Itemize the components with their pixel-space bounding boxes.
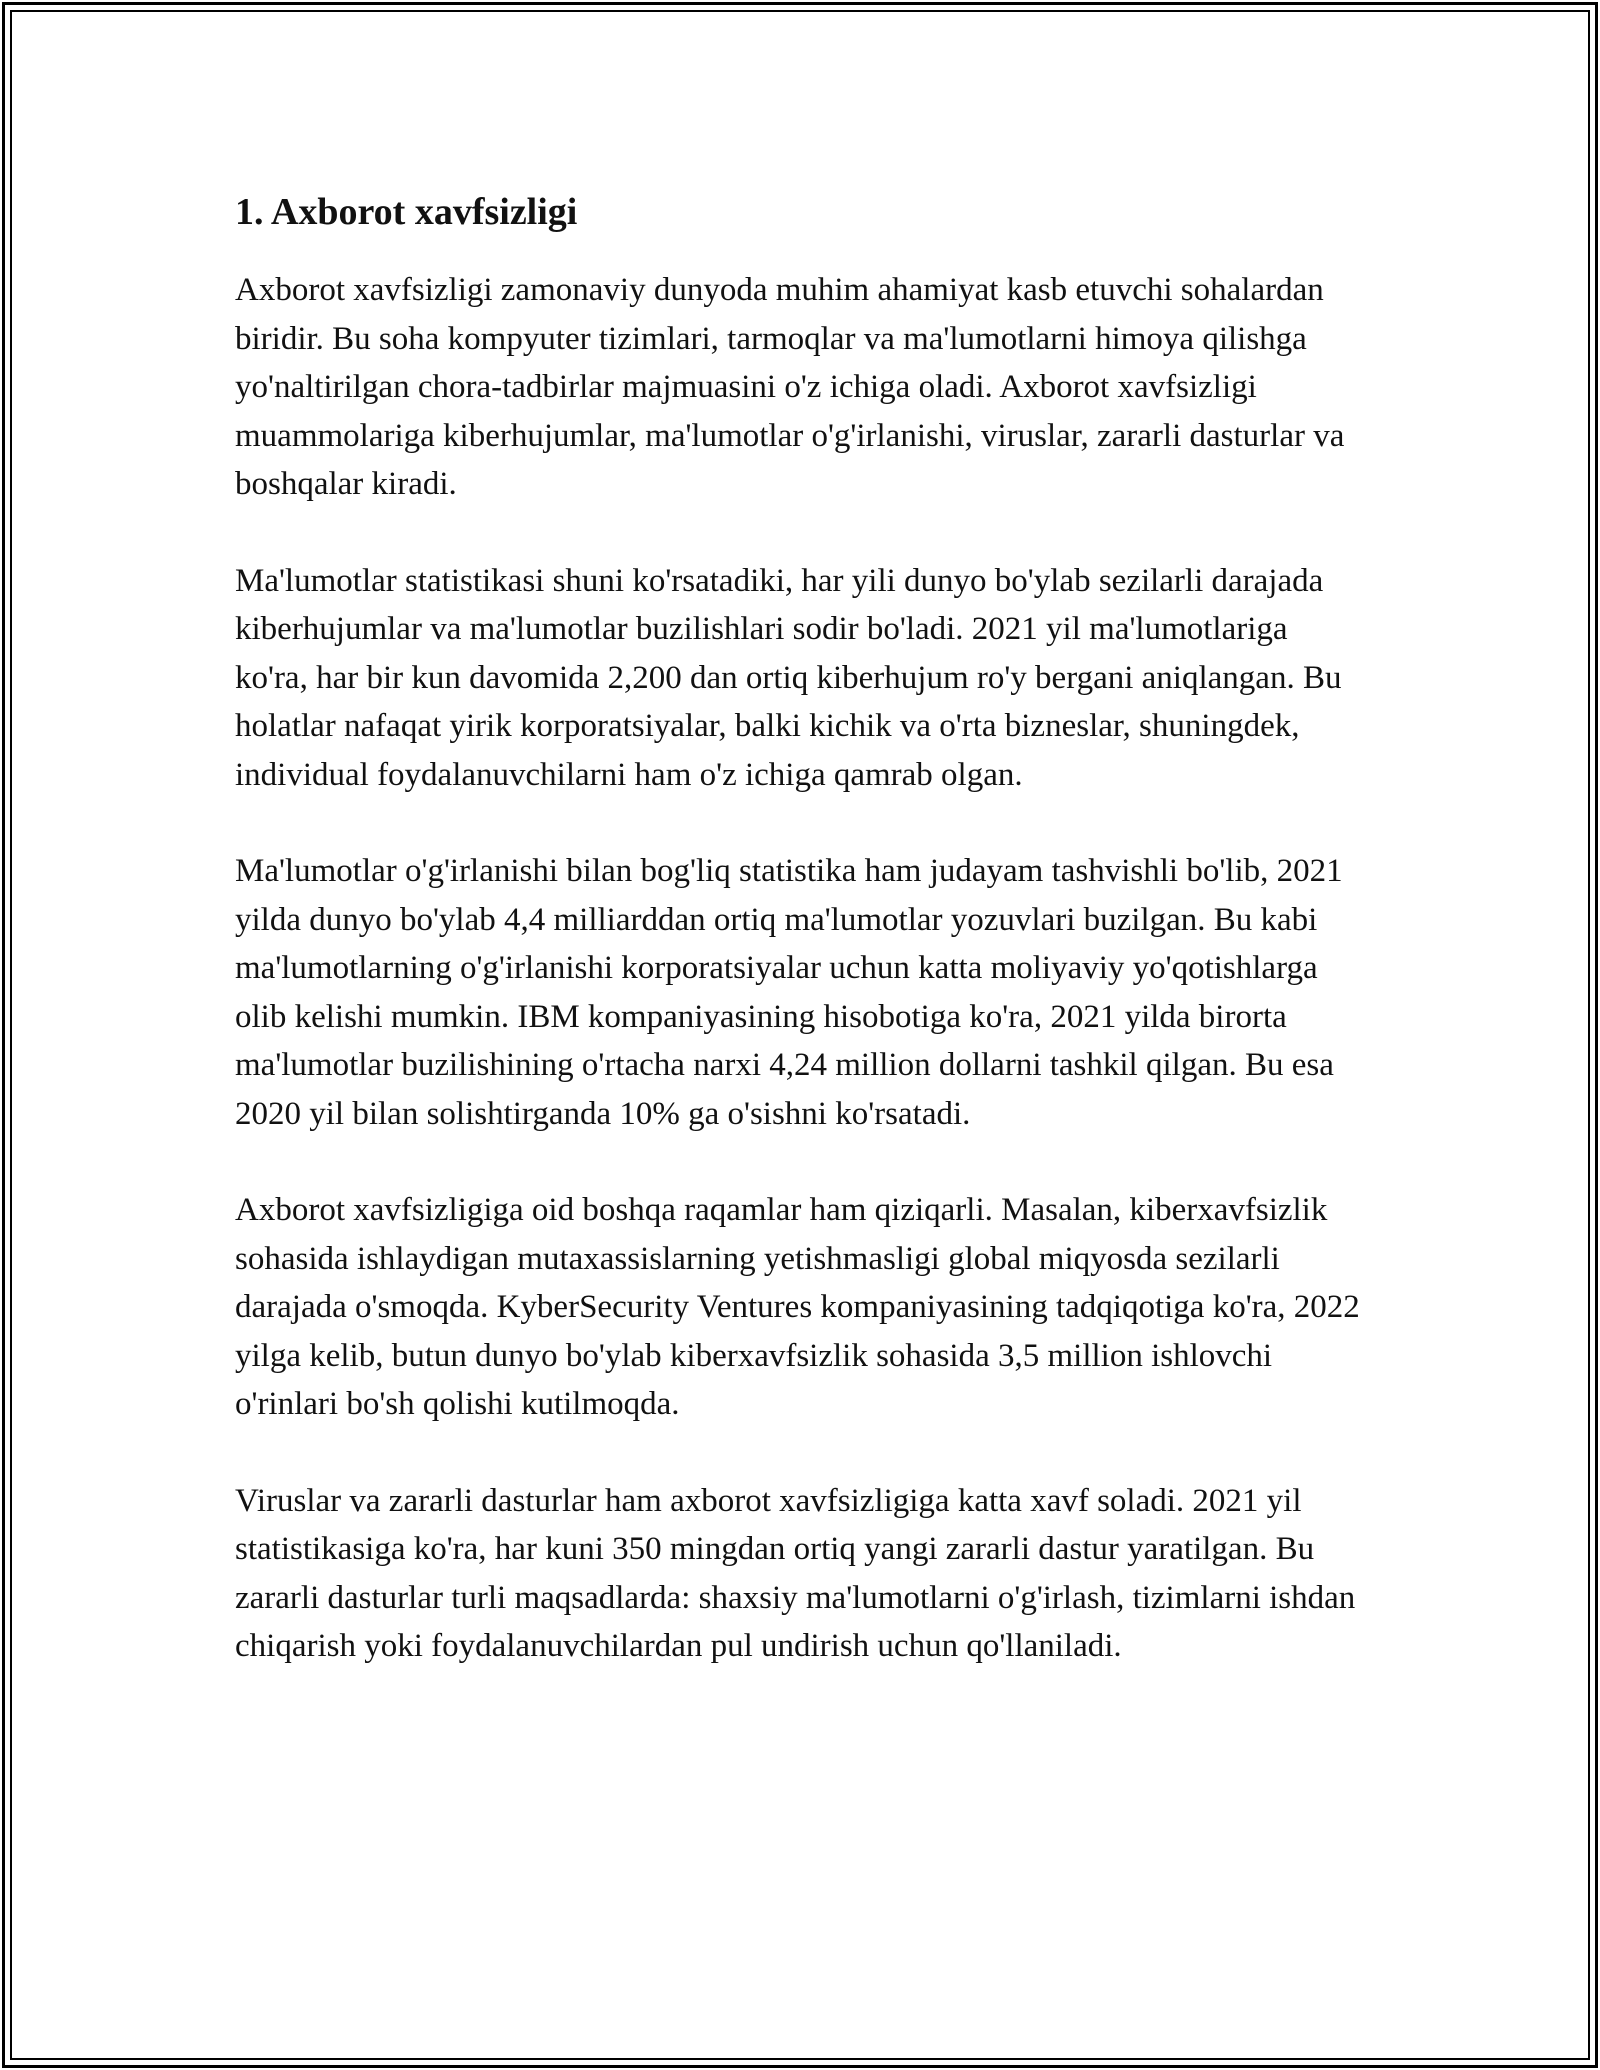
paragraph-data-breach-statistics: Ma'lumotlar o'g'irlanishi bilan bog'liq statistika ham judayam tashvishli bo'lib, 2021 yilda dunyo bo'ylab 4,4 milliarddan ortiq ma'lumotlar yozuvlari buzilgan. Bu kabi ma'lumotlarning o'g'irlanishi korporatsiyalar uchun katta moliyaviy yo'qotishlarga olib kelishi mumkin. IBM kompaniyasining hisobotiga ko'ra, 2021 yilda birorta ma'lumotlar buzilishining o'rtacha narxi 4,24 million dollarni tashkil qilgan. Bu esa 2020 yil bilan solishtirganda 10% ga o'sishni ko'rsatadi. [235, 853, 1343, 1132]
document-title: 1. Axborot xavfsizligi [235, 191, 578, 233]
document-body [235, 186, 1365, 1719]
paragraph-malware: Viruslar va zararli dasturlar ham axborot xavfsizligiga katta xavf soladi. 2021 yil statistikasiga ko'ra, har kuni 350 mingdan ortiq yangi zararli dastur yaratilgan. Bu zararli dasturlar turli maqsadlarda: shaxsiy ma'lumotlarni o'g'irlash, tizimlarni ishdan chiqarish yoki foydalanuvchilardan pul undirish uchun qo'llaniladi. [235, 1482, 1356, 1664]
paragraph-intro: Axborot xavfsizligi zamonaviy dunyoda muhim ahamiyat kasb etuvchi sohalardan biridir. Bu soha kompyuter tizimlari, tarmoqlar va ma'lumotlarni himoya qilishga yo'naltirilgan chora-tadbirlar majmuasini o'z ichiga oladi. Axborot xavfsizligi muammolariga kiberhujumlar, ma'lumotlar o'g'irlanishi, viruslar, zararli dasturlar va boshqalar kiradi. [235, 272, 1345, 502]
paragraph-cyberattack-statistics: Ma'lumotlar statistikasi shuni ko'rsatadiki, har yili dunyo bo'ylab sezilarli darajada kiberhujumlar va ma'lumotlar buzilishlari sodir bo'ladi. 2021 yil ma'lumotlariga ko'ra, har bir kun davomida 2,200 dan ortiq kiberhujum ro'y bergani aniqlangan. Bu holatlar nafaqat yirik korporatsiyalar, balki kichik va o'rta bizneslar, shuningdek, individual foydalanuvchilarni ham o'z ichiga qamrab olgan. [235, 562, 1342, 793]
paragraph-workforce-shortage: Axborot xavfsizligiga oid boshqa raqamlar ham qiziqarli. Masalan, kiberxavfsizlik sohasida ishlaydigan mutaxassislarning yetishmasligi global miqyosda sezilarli darajada o'smoqda. KyberSecurity Ventures kompaniyasining tadqiqotiga ko'ra, 2022 yilga kelib, butun dunyo bo'ylab kiberxavfsizlik sohasida 3,5 million ishlovchi o'rinlari bo'sh qolishi kutilmoqda. [235, 1192, 1360, 1422]
